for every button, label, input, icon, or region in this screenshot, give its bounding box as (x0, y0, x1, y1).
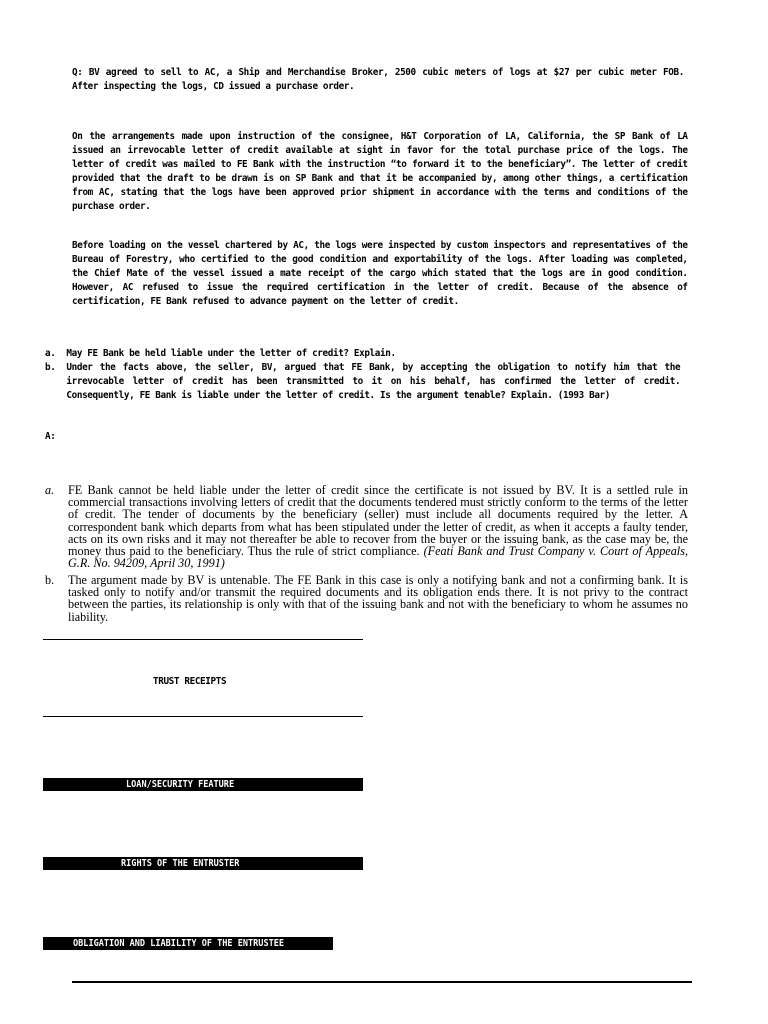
answer-item-b-text: The argument made by BV is untenable. The FE Bank in this case is only a notifying bank and not a confirming bank. It is tasked only to notify and/or transmit the required documents and its obligation ends there. It is not privy to the contract between the parties, its relationship is only with that of the issuing bank and not with the beneficiary to whom he assumes no liability. (68, 573, 688, 624)
question-item-b-label: b. (45, 362, 56, 373)
question-item-b (45, 361, 687, 405)
answer-item-b-label: b. (45, 573, 55, 587)
question-item-a (45, 347, 687, 361)
trust-receipts-title: TRUST RECEIPTS (153, 676, 227, 687)
divider-bottom (43, 716, 363, 717)
answer-label: A: (45, 431, 56, 442)
facts-paragraph-1: On the arrangements made upon instruction of the consignee, H&T Corporation of LA, California, the SP Bank of LA issued an irrevocable letter of credit available at sight in favor for the total purchase price of the logs. The letter of credit was mailed to FE Bank with the instruction “to forward it to the beneficiary”. The letter of credit provided that the draft to be drawn is on SP Bank and that it be accompanied by, among other things, a certification from AC, stating that the logs have been approved prior shipment in accordance with the terms and conditions of the purchase order. (72, 131, 688, 212)
question-item-a-label: a. (45, 348, 56, 359)
question-item-b-text: Under the facts above, the seller, BV, argued that FE Bank, by accepting the obligation to notify him that the irrevocable letter of credit has been transmitted to it on his behalf, has confirmed the letter of credit. Consequently, FE Bank is liable under the letter of credit. Is the argument tenable? Explain. (1993 Bar) (66, 362, 681, 401)
section-bar-loan-security (43, 778, 363, 791)
answer-item-a-label: a. (45, 483, 55, 497)
answer-item-a-body: FE Bank cannot be held liable under the letter of credit since the certificate is not issued by BV. It is a settled rule in commercial transactions involving letters of credit that the documents tendered must strictly conform to the terms of the letter of credit. The tender of documents by the beneficiary (seller) must include all documents required by the letter. A correspondent bank which departs from what has been stipulated under the letter of credit, as when it accepts a faulty tender, acts on its own risks and it may not thereafter be able to recover from the buyer or the issuing bank, as the case may be, the money thus paid to the beneficiary. Thus the rule of strict compliance. (68, 483, 688, 559)
section-bar-obligation-entrustee-label: OBLIGATION AND LIABILITY OF THE ENTRUSTEE (73, 938, 285, 949)
question-item-a-text: May FE Bank be held liable under the letter of credit? Explain. (66, 348, 396, 359)
footer-rule (72, 981, 692, 983)
section-bar-rights-entruster (43, 857, 363, 870)
answer-item-a-text (68, 484, 688, 569)
answer-item-b (45, 574, 688, 626)
section-bar-obligation-entrustee (43, 937, 333, 950)
question-intro: Q: BV agreed to sell to AC, a Ship and Merchandise Broker, 2500 cubic meters of logs at $27 per cubic meter FOB. After inspecting the logs, CD issued a purchase order. (72, 67, 684, 92)
facts-paragraph-2: Before loading on the vessel chartered by AC, the logs were inspected by custom inspectors and representatives of the Bureau of Forestry, who certified to the good condition and exportability of the logs. After loading was completed, the Chief Mate of the vessel issued a mate receipt of the cargo which stated that the logs are in good condition. However, AC refused to issue the required certification in the letter of credit. Because of the absence of certification, FE Bank refused to advance payment on the letter of credit. (72, 240, 688, 307)
answer-item-a-citation: (Feati Bank and Trust Company v. Court of Appeals, G.R. No. 94209, April 30, 1991) (68, 544, 688, 571)
section-bar-loan-security-label: LOAN/SECURITY FEATURE (126, 779, 235, 790)
answer-item-a (45, 484, 688, 576)
section-bar-rights-entruster-label: RIGHTS OF THE ENTRUSTER (121, 858, 240, 869)
divider-top (43, 639, 363, 640)
